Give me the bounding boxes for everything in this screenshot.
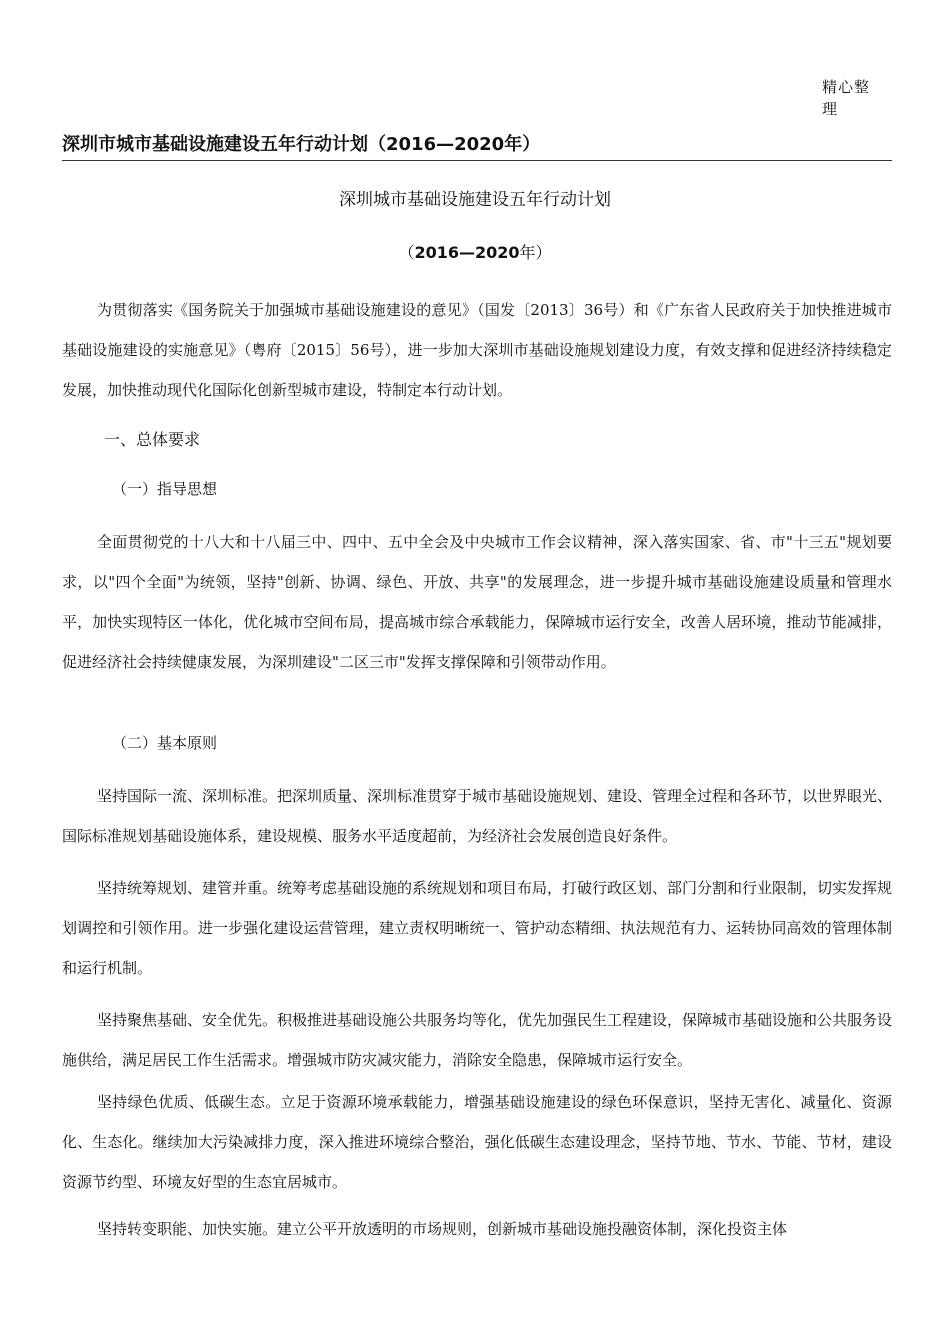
- subtitle-close: 年）: [519, 243, 552, 262]
- principle-paragraph: 坚持国际一流、深圳标准。把深圳质量、深圳标准贯穿于城市基础设施规划、建设、管理全过程和各环节，以世界眼光、国际标准规划基础设施体系，建设规模、服务水平适度超前，为经济社会发展创造良好条件。: [62, 787, 893, 845]
- intro-paragraph: 为贯彻落实《国务院关于加强城市基础设施建设的意见》（国发〔2013〕36号）和《广东省人民政府关于加快推进城市基础设施建设的实施意见》（粤府〔2015〕56号），进一步加大深圳市基础设施规划建设力度，有效支撑和促进经济持续稳定发展，加快推动现代化国际化创新型城市建设，特制定本行动计划。: [62, 301, 892, 399]
- subtitle-open: （: [398, 243, 415, 262]
- corner-note: 精心整理: [822, 78, 871, 118]
- document-subtitle: [0, 241, 950, 265]
- principle-paragraph: 坚持聚焦基础、安全优先。积极推进基础设施公共服务均等化，优先加强民生工程建设，保障城市基础设施和公共服务设施供给，满足居民工作生活需求。增强城市防灾减灾能力，消除安全隐患，保障城市运行安全。: [62, 1011, 893, 1069]
- guiding-ideology-paragraph: 全面贯彻党的十八大和十八届三中、四中、五中全会及中央城市工作会议精神，深入落实国家、省、市"十三五"规划要求，以"四个全面"为统领，坚持"创新、协调、绿色、开放、共享"的发展理念，进一步提升城市基础设施建设质量和管理水平，加快实现特区一体化，优化城市空间布局，提高城市综合承载能力，保障城市运行安全，改善人居环境，推动节能减排，促进经济社会持续健康发展，为深圳建设"二区三市"发挥支撑保障和引领带动作用。: [62, 533, 892, 671]
- subtitle-years: 2016—2020: [414, 243, 520, 262]
- subsection-heading-guiding-ideology: （一）指导思想: [112, 480, 218, 498]
- principle-paragraph: 坚持绿色优质、低碳生态。立足于资源环境承载能力，增强基础设施建设的绿色环保意识，坚持无害化、减量化、资源化、生态化。继续加大污染减排力度，深入推进环境综合整治，强化低碳生态建设理念，坚持节地、节水、节能、节材，建设资源节约型、环境友好型的生态宜居城市。: [62, 1093, 892, 1191]
- principle-paragraph: 坚持转变职能、加快实施。建立公平开放透明的市场规则，创新城市基础设施投融资体制，深化投资主体: [97, 1220, 788, 1238]
- subsection-heading-basic-principles: （二）基本原则: [112, 734, 218, 752]
- header-title: 深圳市城市基础设施建设五年行动计划（2016—2020年）: [62, 132, 892, 161]
- principle-paragraph: 坚持统筹规划、建管并重。统筹考虑基础设施的系统规划和项目布局，打破行政区划、部门分割和行业限制，切实发挥规划调控和引领作用。进一步强化建设运营管理，建立责权明晰统一、管护动态精细、执法规范有力、运转协同高效的管理体制和运行机制。: [62, 879, 893, 977]
- section-heading-general-requirements: 一、总体要求: [104, 430, 201, 449]
- document-title: 深圳城市基础设施建设五年行动计划: [339, 190, 611, 210]
